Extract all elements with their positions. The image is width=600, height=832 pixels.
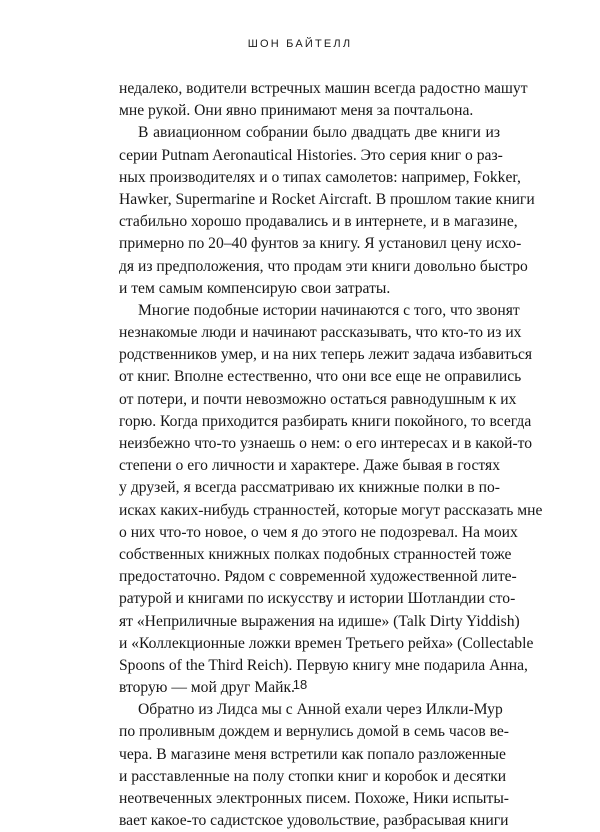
text-line: незнакомые люди и начинают рассказывать, что кто-то из их xyxy=(119,324,522,342)
text-line: от потери, и почти невозможно остаться равнодушным к их xyxy=(119,390,517,408)
text-line: чера. В магазине меня встретили как попало разложенные xyxy=(119,745,506,763)
text-line: В авиационном собрании было двадцать две книги из xyxy=(138,124,500,142)
text-line: родственников умер, и на них теперь лежит задача избавиться xyxy=(119,346,533,364)
text-line: Обратно из Лидса мы с Анной ехали через Илкли-Мур xyxy=(138,701,503,719)
text-line: степени о его личности и характере. Даже бывая в гостях xyxy=(119,457,500,475)
text-line: дя из предположения, что продам эти книги довольно быстро xyxy=(119,257,528,275)
text-line: о них что-то новое, о чем я до этого не подозревал. На моих xyxy=(119,523,518,541)
text-line: ят «Неприличные выражения на идише» (Talk Dirty Yiddish) xyxy=(119,612,520,630)
text-line: серии Putnam Aeronautical Histories. Это серия книг о раз- xyxy=(119,146,503,164)
text-line: ратурой и книгами по искусству и истории Шотландии сто- xyxy=(119,590,516,608)
text-line: неотвеченных электронных писем. Похоже, Ники испыты- xyxy=(119,790,510,807)
text-line: вает какое-то садистское удовольствие, разбрасывая книги xyxy=(119,812,509,830)
text-line: стабильно хорошо продавались и в интернете, и в магазине, xyxy=(119,213,518,231)
text-line: горю. Когда приходится разбирать книги покойного, то всегда xyxy=(119,412,532,430)
page-number: 18 xyxy=(292,677,308,692)
text-line: недалеко, водители встречных машин всегда радостно машут xyxy=(119,80,528,97)
text-line: вторую — мой друг Майк. xyxy=(119,679,295,697)
text-line: Hawker, Supermarine и Rocket Aircraft. В прошлом такие книги xyxy=(119,190,535,208)
text-line: ных производителях и о типах самолетов: например, Fokker, xyxy=(119,168,521,186)
text-line: неизбежно что-то узнаешь о нем: о его интересах и в какой-то xyxy=(119,435,533,452)
text-line: собственных книжных полках подобных странностей тоже xyxy=(119,545,512,563)
text-line: от книг. Вполне естественно, что они все еще не оправились xyxy=(119,368,522,386)
text-line: и «Коллекционные ложки времен Третьего рейха» (Collectable xyxy=(119,634,534,652)
text-line: Многие подобные истории начинаются с того, что звонят xyxy=(138,301,520,319)
text-line: мне рукой. Они явно принимают меня за почтальона. xyxy=(119,102,474,120)
text-line: и расставленные на полу стопки книг и коробок и десятки xyxy=(119,767,507,785)
text-line: предостаточно. Рядом с современной художественной лите- xyxy=(119,568,517,586)
text-line: у друзей, я всегда рассматриваю их книжные полки в по- xyxy=(119,479,500,497)
text-line: Spoons of the Third Reich). Первую книгу мне подарила Анна, xyxy=(119,656,528,674)
text-line: примерно по 20–40 фунтов за книгу. Я установил цену исхо- xyxy=(119,235,522,253)
text-line: по проливным дождем и вернулись домой в семь часов ве- xyxy=(119,723,509,741)
body-text xyxy=(119,78,543,832)
text-line: и тем самым компенсирую свои затраты. xyxy=(119,279,391,297)
text-line: исках каких-нибудь странностей, которые могут рассказать мне xyxy=(119,501,543,519)
running-header: ШОН БАЙТЕЛЛ xyxy=(247,38,353,50)
